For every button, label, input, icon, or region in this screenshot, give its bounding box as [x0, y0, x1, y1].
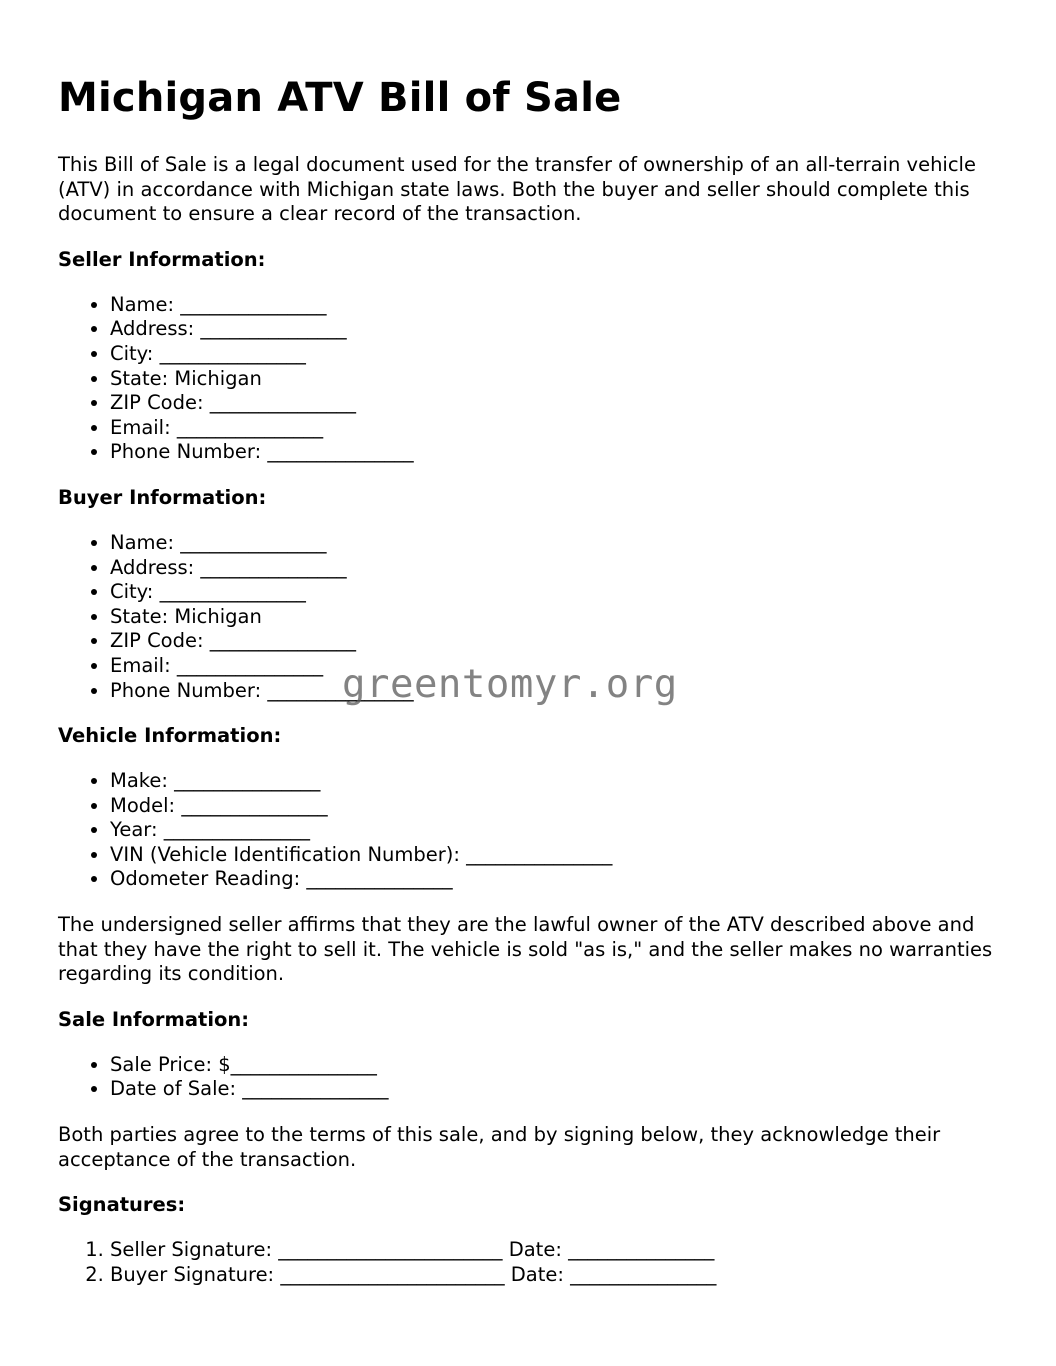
buyer-heading: Buyer Information: — [58, 485, 267, 509]
seller-email: • Email: _______________ — [110, 416, 1008, 441]
intro-paragraph: This Bill of Sale is a legal document used for the transfer of ownership of an all-terrain vehicle (ATV) in accordance with Michigan state laws. Both the buyer and seller should complete this document to ensure a clear record of the transaction. — [58, 153, 976, 226]
buyer-state: • State: Michigan — [110, 605, 1008, 630]
sale-date: • Date of Sale: _______________ — [110, 1077, 1008, 1102]
seller-address: • Address: _______________ — [110, 317, 1008, 342]
seller-state: • State: Michigan — [110, 367, 1008, 392]
seller-heading: Seller Information: — [58, 247, 266, 271]
buyer-phone: • Phone Number: _______________ — [110, 679, 1008, 704]
buyer-signature-line: 2. Buyer Signature: _______________________ Date: _______________ — [110, 1263, 1008, 1288]
buyer-email: • Email: _______________ — [110, 654, 1008, 679]
signatures-list — [58, 1238, 1008, 1287]
buyer-zip: • ZIP Code: _______________ — [110, 629, 1008, 654]
buyer-city: • City: _______________ — [110, 580, 1008, 605]
agreement-paragraph: Both parties agree to the terms of this sale, and by signing below, they acknowledge their acceptance of the transaction. — [58, 1123, 941, 1171]
vehicle-odometer: • Odometer Reading: _______________ — [110, 867, 1008, 892]
vehicle-heading: Vehicle Information: — [58, 724, 282, 748]
sale-price: • Sale Price: $_______________ — [110, 1053, 1008, 1078]
vehicle-make: • Make: _______________ — [110, 769, 1008, 794]
vehicle-year: • Year: _______________ — [110, 818, 1008, 843]
document-title: Michigan ATV Bill of Sale — [58, 75, 622, 121]
signatures-heading: Signatures: — [58, 1193, 186, 1217]
vehicle-vin: • VIN (Vehicle Identification Number): _______________ — [110, 843, 1008, 868]
affirmation-paragraph: The undersigned seller affirms that they are the lawful owner of the ATV described above and that they have the right to sell it. The vehicle is sold "as is," and the seller makes no warranties regarding its condition. — [58, 913, 993, 986]
seller-phone: • Phone Number: _______________ — [110, 440, 1008, 465]
vehicle-model: • Model: _______________ — [110, 794, 1008, 819]
seller-list — [58, 293, 1008, 465]
seller-signature-line: 1. Seller Signature: _______________________ Date: _______________ — [110, 1238, 1008, 1263]
vehicle-list — [58, 769, 1008, 892]
buyer-address: • Address: _______________ — [110, 556, 1008, 581]
seller-name: • Name: _______________ — [110, 293, 1008, 318]
document-page — [58, 0, 1008, 1287]
sale-heading: Sale Information: — [58, 1007, 250, 1031]
seller-zip: • ZIP Code: _______________ — [110, 391, 1008, 416]
buyer-name: • Name: _______________ — [110, 531, 1008, 556]
seller-city: • City: _______________ — [110, 342, 1008, 367]
sale-list — [58, 1053, 1008, 1102]
watermark-text: greentomyr.org — [342, 662, 678, 707]
